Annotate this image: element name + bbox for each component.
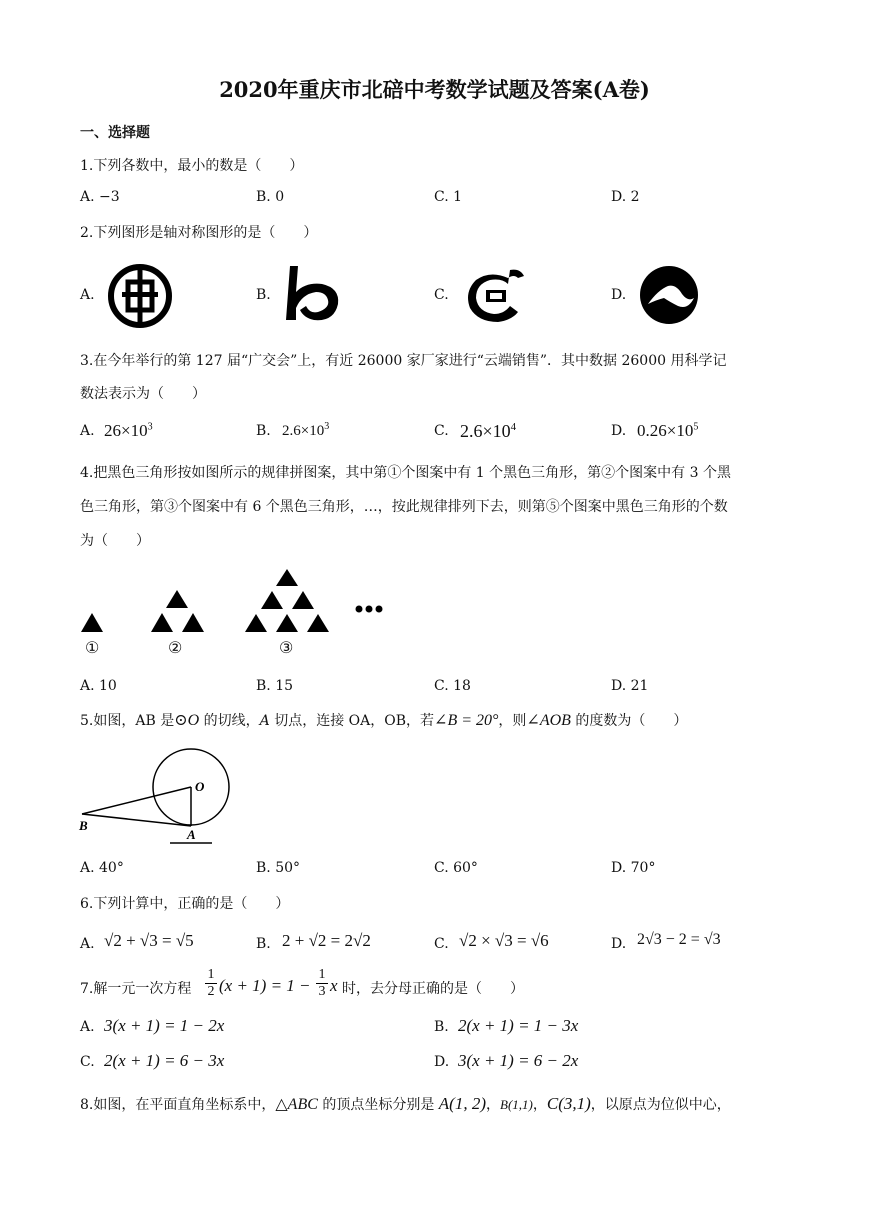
q3-option-b: $2.6\times 10^3$ <box>282 421 330 439</box>
q1-option-b: B. 0 <box>256 189 285 205</box>
q5-option-a: A. 40° <box>80 860 124 876</box>
q6-option-d: 2√3 − 2 = √3 <box>637 931 721 948</box>
q3-option-d: $0.26\times 10^5$ <box>637 421 699 440</box>
triangle <box>81 613 103 632</box>
figure-label-1: ① <box>85 638 100 657</box>
q6-option-b: 2 + √2 = 2√2 <box>282 931 371 950</box>
triangle <box>166 590 188 608</box>
q3-label-a: A. <box>80 423 95 439</box>
triangle <box>151 613 173 632</box>
q3-label-c: C. <box>434 423 449 439</box>
label-o: O <box>195 779 205 794</box>
q1-option-c: C. 1 <box>434 189 463 205</box>
q6-label-d: D. <box>611 936 627 952</box>
q3-option-c: $2.6\times 10^4$ <box>460 421 517 441</box>
q7-label-a: A. <box>80 1019 95 1035</box>
q7-label-c: C. <box>80 1054 95 1070</box>
triangle <box>182 613 204 632</box>
question-5-stem: 5.如图，AB 是⊙O 的切线，A 切点，连接 OA，OB，若∠B = 20°，则∠AOB 的度数为（ ） <box>80 712 688 729</box>
q7-option-c: 2(x + 1) = 6 − 3x <box>104 1051 225 1070</box>
triangle <box>245 614 267 632</box>
circle-tangent-figure <box>78 746 248 846</box>
q7-label-d: D. <box>434 1054 450 1070</box>
label-b: B <box>79 818 88 833</box>
triangle <box>307 614 329 632</box>
q2-label-c: C. <box>434 287 449 303</box>
q6-label-a: A. <box>80 936 95 952</box>
q7-label-b: B. <box>434 1019 449 1035</box>
q2-label-d: D. <box>611 287 627 303</box>
bank-logo-icon <box>108 264 172 328</box>
question-4-line-3: 为（ ） <box>80 533 150 549</box>
q1-option-a: A. −3 <box>80 189 120 205</box>
triangle <box>276 569 298 586</box>
bank-logo-b-icon <box>282 262 342 324</box>
q6-option-a: √2 + √3 = √5 <box>104 931 194 950</box>
figure-label-2: ② <box>168 638 183 657</box>
triangle <box>292 591 314 609</box>
q4-option-c: C. 18 <box>434 678 471 694</box>
q4-option-d: D. 21 <box>611 678 649 694</box>
q6-option-c: √2 × √3 = √6 <box>459 931 549 950</box>
triangle <box>261 591 283 609</box>
question-7-stem-a: 7.解一元一次方程 <box>80 981 192 997</box>
question-4-line-2: 色三角形，第③个图案中有 6 个黑色三角形，…，按此规律排列下去，则第⑤个图案中黑色三角形的个数 <box>80 499 728 515</box>
q3-label-b: B. <box>256 423 271 439</box>
fraction-one-third: 1 3 <box>316 967 328 1000</box>
fraction-one-half: 1 2 <box>205 967 217 1000</box>
q3-option-a: $26\times 10^3$ <box>104 421 153 440</box>
question-4-line-1: 4.把黑色三角形按如图所示的规律拼图案，其中第①个图案中有 1 个黑色三角形，第②个图案中有 3 个黑 <box>80 465 731 481</box>
q2-label-b: B. <box>256 287 271 303</box>
question-3-line-1: 3.在今年举行的第 127 届“广交会”上，有近 26000 家厂家进行“云端销售”．其中数据 26000 用科学记 <box>80 353 727 369</box>
label-a: A <box>187 827 196 842</box>
question-8-stem: 8.如图，在平面直角坐标系中，△ABC 的顶点坐标分别是 A(1, 2)，B(1,1)，C(3,1)，以原点为位似中心， <box>80 1094 731 1113</box>
q4-option-b: B. 15 <box>256 678 294 694</box>
q5-option-c: C. 60° <box>434 860 478 876</box>
q3-label-d: D. <box>611 423 627 439</box>
q4-option-a: A. 10 <box>80 678 117 694</box>
triangle <box>276 614 298 632</box>
triangle-pattern-figure <box>78 566 398 662</box>
question-1-stem: 1.下列各数中，最小的数是（ ） <box>80 158 304 174</box>
q7-option-d: 3(x + 1) = 6 − 2x <box>458 1051 579 1070</box>
question-3-line-2: 数法表示为（ ） <box>80 386 206 402</box>
q7-equation-mid: (x + 1) = 1 − <box>219 976 311 995</box>
question-6-stem: 6.下列计算中，正确的是（ ） <box>80 896 290 912</box>
q5-option-b: B. 50° <box>256 860 301 876</box>
q7-option-b: 2(x + 1) = 1 − 3x <box>458 1016 579 1035</box>
bank-logo-d-icon <box>638 264 700 326</box>
q1-option-d: D. 2 <box>611 189 640 205</box>
q6-label-b: B. <box>256 936 271 952</box>
page-title: 2020年重庆市北碚中考数学试题及答案(A卷) <box>219 77 650 102</box>
question-7-stem-b: 时，去分母正确的是（ ） <box>342 981 524 997</box>
q5-option-d: D. 70° <box>611 860 656 876</box>
q6-label-c: C. <box>434 936 449 952</box>
question-2-stem: 2.下列图形是轴对称图形的是（ ） <box>80 225 318 241</box>
q7-option-a: 3(x + 1) = 1 − 2x <box>104 1016 225 1035</box>
section-heading: 一、选择题 <box>80 125 150 141</box>
q7-equation-x: x <box>330 976 338 995</box>
figure-label-3: ③ <box>279 638 294 657</box>
bank-logo-c-icon <box>460 262 526 326</box>
q2-label-a: A. <box>80 287 95 303</box>
